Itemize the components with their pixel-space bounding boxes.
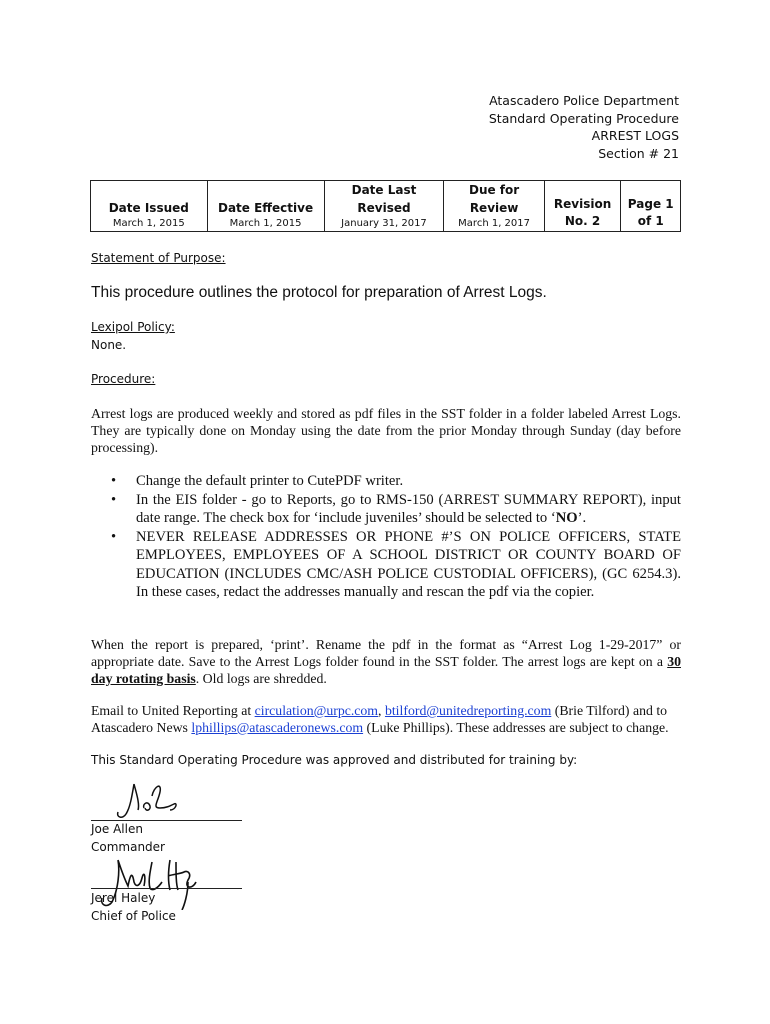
document-type: Standard Operating Procedure bbox=[488, 110, 679, 126]
date-last-revised-label: Date Last Revised bbox=[351, 183, 417, 215]
bullet-icon: • bbox=[111, 473, 117, 489]
due-for-review-cell bbox=[444, 181, 544, 232]
signer-title: Chief of Police bbox=[91, 909, 176, 923]
signature-line bbox=[91, 888, 242, 889]
report-paragraph bbox=[91, 636, 681, 687]
date-issued-cell bbox=[91, 181, 208, 232]
procedure-heading: Procedure: bbox=[91, 372, 156, 386]
report-text-end: . Old logs are shredded. bbox=[195, 671, 327, 686]
report-text: When the report is prepared, ‘print’. Rename the pdf in the format as “Arrest Log 1-29-2017” or appropriate date. Save to the Arrest Logs folder found in the SST folder. The arrest logs are kept on a bbox=[91, 637, 681, 669]
email-paragraph bbox=[91, 702, 681, 736]
date-issued-value: March 1, 2015 bbox=[112, 218, 185, 229]
page-cell bbox=[621, 181, 681, 232]
email-text-mid: (Brie Tilford) and to Atascadero News bbox=[91, 703, 668, 735]
lexipol-value: None. bbox=[91, 338, 127, 352]
step-text-end: ’. bbox=[577, 510, 587, 526]
signer-title: Commander bbox=[91, 840, 165, 854]
approval-statement: This Standard Operating Procedure was approved and distributed for training by: bbox=[91, 753, 578, 767]
purpose-text: This procedure outlines the protocol for preparation of Arrest Logs. bbox=[91, 284, 547, 301]
email-link-btilford[interactable]: btilford@unitedreporting.com bbox=[384, 703, 552, 718]
signature-line bbox=[91, 820, 242, 821]
page-label: Page 1 bbox=[627, 197, 674, 211]
list-item bbox=[91, 528, 681, 602]
signer-name: Joe Allen bbox=[91, 822, 143, 836]
metadata-table bbox=[90, 180, 681, 232]
email-text: Email to United Reporting at bbox=[91, 703, 255, 718]
bullet-icon: • bbox=[111, 528, 117, 545]
date-issued-label: Date Issued bbox=[108, 201, 189, 215]
date-last-revised-value: January 31, 2017 bbox=[341, 218, 427, 229]
due-for-review-value: March 1, 2017 bbox=[458, 218, 531, 229]
step-emphasis: NO bbox=[555, 510, 578, 526]
revision-value: No. 2 bbox=[564, 214, 601, 228]
statement-heading: Statement of Purpose: bbox=[91, 251, 226, 265]
page-value: of 1 bbox=[637, 214, 664, 228]
lexipol-heading: Lexipol Policy: bbox=[91, 320, 175, 334]
signature-joe-allen bbox=[104, 778, 184, 824]
date-effective-label: Date Effective bbox=[218, 201, 314, 215]
revision-cell bbox=[544, 181, 621, 232]
list-item bbox=[91, 491, 681, 528]
step-text: In the EIS folder - go to Reports, go to RMS-150 (ARREST SUMMARY REPORT), input date range. The check box for ‘include juveniles’ should be selected to ‘ bbox=[136, 491, 681, 526]
list-item bbox=[91, 472, 681, 491]
email-text-end: (Luke Phillips). These addresses are subject to change. bbox=[363, 720, 669, 735]
department-name: Atascadero Police Department bbox=[489, 93, 679, 108]
section-number: Section # 21 bbox=[598, 145, 679, 161]
document-header bbox=[489, 92, 679, 162]
email-separator: , bbox=[378, 703, 385, 718]
step-text: Change the default printer to CutePDF writer. bbox=[136, 473, 404, 489]
email-link-lphillips[interactable]: lphillips@atascaderonews.com bbox=[191, 720, 364, 735]
bullet-icon: • bbox=[111, 491, 117, 508]
revision-label: Revision bbox=[553, 197, 612, 211]
signer-name: Jerel Haley bbox=[91, 891, 156, 905]
date-last-revised-cell bbox=[324, 181, 444, 232]
date-effective-value: March 1, 2015 bbox=[229, 218, 302, 229]
procedure-paragraph: Arrest logs are produced weekly and stored as pdf files in the SST folder in a folder labeled Arrest Logs. They are typically done on Monday using the date from the prior Monday through Sunday (day before processing). bbox=[91, 406, 681, 455]
date-effective-cell bbox=[207, 181, 324, 232]
document-subject: ARREST LOGS bbox=[591, 128, 679, 143]
procedure-steps bbox=[91, 472, 681, 602]
email-link-circulation[interactable]: circulation@urpc.com bbox=[254, 703, 379, 718]
retention-emphasis: 30 day rotating basis bbox=[91, 654, 681, 686]
due-for-review-label: Due for Review bbox=[468, 183, 520, 215]
step-text: NEVER RELEASE ADDRESSES OR PHONE #’S ON POLICE OFFICERS, STATE EMPLOYEES, EMPLOYEES OF A SCHOOL DISTRICT OR COUNTY BOARD OF EDUCATION (INCLUDES CMC/ASH POLICE CUSTODIAL OFFICERS), (GC 6254.3). In these cases, redact the addresses manually and rescan the pdf via the copier. bbox=[136, 528, 681, 600]
